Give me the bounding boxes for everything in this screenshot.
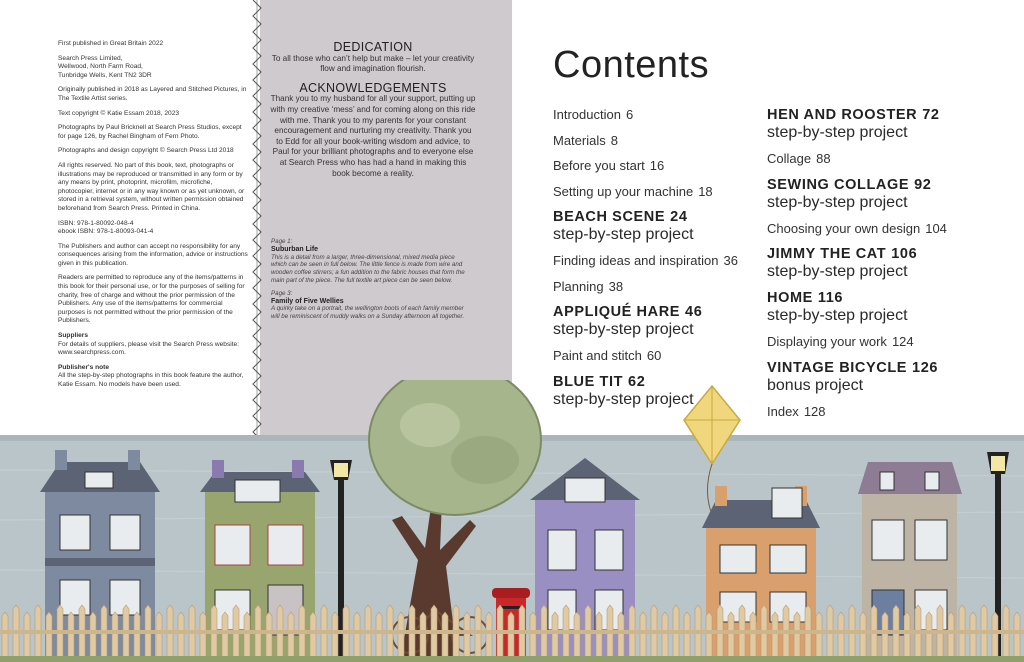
fence-picket [882, 612, 888, 662]
suppliers-text: For details of suppliers, please visit the Search Press website: www.searchpress.com. [58, 340, 240, 357]
originally-published: Originally published in 2018 as Layered and Stitched Pictures, in The Textile Artist series. [58, 86, 247, 102]
fence-picket [90, 612, 96, 662]
fence-picket [420, 612, 426, 662]
toc-subtitle: step-by-step project [553, 226, 694, 243]
toc-project-entry [767, 176, 947, 220]
toc-label: Paint and stitch [553, 348, 642, 363]
toc-label: SEWING COLLAGE [767, 176, 910, 193]
dedication-heading: DEDICATION [333, 40, 413, 54]
toc-subtitle: step-by-step project [553, 390, 694, 408]
toc-label: Before you start [553, 158, 645, 173]
fence-picket [464, 612, 470, 662]
publisher-address [58, 55, 248, 81]
toc-entry [767, 220, 947, 246]
dedication-text: To all those who can’t help but make – let your creativity flow and imagination flourish. [271, 53, 475, 74]
copyright-column [58, 40, 248, 396]
fence-picket [596, 612, 602, 662]
toc-project-entry [767, 289, 947, 333]
acknowledgements-heading: ACKNOWLEDGEMENTS [299, 80, 447, 95]
toc-project-title [767, 245, 947, 263]
rights-reserved: All rights reserved. No part of this book, text, photographs or illustrations may be reproduced or transmitted in any form or by any means by print, photoprint, microfilm, microfiche, photocopier, internet or in any way known or as yet unknown, or stored in a retrieval system, without written permission obtained beforehand from Search Press. Printed in China. [58, 161, 245, 212]
fence-picket [68, 612, 74, 662]
toc-project-entry [767, 359, 947, 403]
toc-page-number: 124 [891, 334, 914, 349]
toc-subtitle: step-by-step project [767, 124, 908, 141]
toc-page-number: 128 [803, 403, 826, 419]
toc-page-number: 24 [670, 209, 688, 225]
fence-picket [684, 612, 690, 662]
toc-page-number: 18 [698, 183, 713, 199]
toc-project-entry [553, 303, 738, 347]
ebook-isbn: ebook ISBN: 978-1-80093-041-4 [58, 228, 154, 236]
fence-picket [222, 612, 228, 662]
caption-page: Page 3: [271, 289, 293, 297]
address-line: Wellwood, North Farm Road, [58, 63, 143, 71]
toc-entry [553, 183, 738, 209]
toc-label: Materials [553, 132, 606, 148]
fence-picket [332, 612, 338, 662]
toc-subtitle: step-by-step project [767, 307, 908, 324]
toc-label: Setting up your machine [553, 183, 694, 199]
publishers-note-heading: Publisher's note [58, 363, 110, 371]
grass-strip [0, 656, 1024, 662]
toc-page-number: 92 [914, 176, 932, 193]
toc-project-title [553, 208, 738, 226]
fence-picket [552, 612, 558, 662]
toc-project-entry [767, 106, 947, 150]
fence-picket [970, 612, 976, 662]
toc-label: Finding ideas and inspiration [553, 253, 719, 268]
acknowledgements-text: Thank you to my husband for all your support, putting up with my creative ‘mess’ and for coming along on this ride with me. Thank you to my parents for your constant encouragement and nurturing my creativity. Thank you to Edd for all your book-writing wisdom and advice, to Paul for your brilliant photographs and to everyone else at Search Press who has had a hand in making this book become a reality. [270, 94, 476, 178]
fence-picket [706, 612, 712, 662]
toc-page-number: 8 [610, 132, 618, 148]
fence-picket [948, 612, 954, 662]
toc-label: BEACH SCENE [553, 209, 666, 225]
address-line: Search Press Limited, [58, 54, 123, 62]
fence-picket [640, 612, 646, 662]
address-line: Tunbridge Wells, Kent TN2 3DR [58, 71, 152, 79]
toc-page-number: 104 [925, 220, 947, 236]
fence-picket [838, 612, 844, 662]
toc-page-number: 106 [891, 246, 918, 262]
fence-picket [46, 612, 52, 662]
fence-picket [486, 612, 492, 662]
photo-design-copyright: Photographs and design copyright © Search Press Ltd 2018 [58, 147, 234, 155]
fence-picket [442, 612, 448, 662]
first-published: First published in Great Britain 2022 [58, 40, 164, 47]
fence-picket [134, 612, 140, 662]
toc-entry [553, 106, 738, 132]
suppliers-heading: Suppliers [58, 332, 89, 340]
fence-picket [926, 612, 932, 662]
toc-page-number: 88 [816, 151, 831, 166]
fence-picket [574, 612, 580, 662]
toc-project-title [553, 373, 738, 391]
fence-picket [2, 612, 8, 662]
fence-picket [178, 612, 184, 662]
toc-page-number: 62 [628, 373, 646, 390]
fence-picket [156, 612, 162, 662]
permission-notice: Readers are permitted to reproduce any of the items/patterns in this book for their personal use, or for the purposes of selling for charity, free of charge and without the prior permission of the Publishers. Any use of the items/patterns for commercial purposes is not permitted without the prior permission of the Publishers. [58, 274, 245, 325]
toc-entry [767, 403, 947, 429]
isbn-block [58, 220, 248, 237]
dedication-block [270, 42, 476, 179]
fence-picket [112, 612, 118, 662]
toc-subtitle: step-by-step project [553, 321, 694, 338]
toc-subtitle: bonus project [767, 376, 864, 394]
toc-project-title [767, 106, 947, 124]
toc-project-title [767, 359, 947, 377]
isbn: ISBN: 978-1-80092-048-4 [58, 219, 134, 227]
zigzag-stitch-border [252, 0, 262, 440]
fence-picket [772, 612, 778, 662]
toc-project-entry [553, 373, 738, 417]
contents-column-left [553, 106, 738, 417]
toc-label: VINTAGE BICYCLE [767, 359, 908, 376]
toc-label: Displaying your work [767, 334, 887, 349]
contents-title: Contents [553, 44, 710, 86]
caption-text: A quirky take on a portrait, the wellington boots of each family member will be reminiscent of muddy walks on a Sunday afternoon all together. [271, 305, 465, 321]
toc-page-number: 126 [912, 359, 939, 376]
caption-title: Family of Five Wellies [271, 297, 344, 305]
fence-picket [860, 612, 866, 662]
fence-picket [1014, 612, 1020, 662]
fence-picket [24, 612, 30, 662]
picture-captions [271, 238, 471, 326]
toc-entry [767, 333, 947, 359]
toc-page-number: 6 [625, 107, 634, 122]
toc-project-title [553, 303, 738, 321]
fence-picket [310, 612, 316, 662]
fence-picket [200, 612, 206, 662]
toc-label: BLUE TIT [553, 373, 624, 390]
toc-entry [553, 252, 738, 278]
fence-picket [662, 612, 668, 662]
fence-picket [816, 612, 822, 662]
fence-picket [376, 612, 382, 662]
contents-column-right [767, 106, 947, 428]
toc-entry [553, 278, 738, 304]
fence-picket [288, 612, 294, 662]
fence-picket [992, 612, 998, 662]
toc-label: HEN AND ROOSTER [767, 107, 918, 123]
text-copyright: Text copyright © Katie Essam 2018, 2023 [58, 109, 180, 117]
fence-picket [530, 612, 536, 662]
toc-entry [553, 347, 738, 373]
fence-picket [244, 612, 250, 662]
toc-label: Introduction [553, 107, 621, 122]
toc-label: APPLIQUÉ HARE [553, 304, 681, 320]
toc-page-number: 60 [646, 348, 662, 363]
toc-project-title [767, 289, 947, 307]
fence-picket [794, 612, 800, 662]
toc-page-number: 36 [723, 253, 738, 268]
toc-label: JIMMY THE CAT [767, 246, 887, 262]
toc-label: Planning [553, 278, 604, 294]
toc-subtitle: step-by-step project [767, 263, 908, 280]
toc-entry [553, 157, 738, 183]
toc-page-number: 46 [685, 304, 703, 320]
toc-entry [767, 150, 947, 176]
fence-picket [398, 612, 404, 662]
toc-page-number: 16 [649, 158, 665, 173]
toc-label: Collage [767, 151, 812, 166]
toc-label: Choosing your own design [767, 220, 921, 236]
caption-page: Page 1: [271, 238, 293, 245]
fence-picket [618, 612, 624, 662]
toc-page-number: 116 [817, 290, 844, 306]
publishers-note-text: All the step-by-step photographs in this book feature the author, Katie Essam. No models have been used. [58, 372, 244, 388]
toc-page-number: 72 [922, 107, 940, 123]
toc-project-entry [767, 245, 947, 289]
toc-page-number: 38 [608, 278, 624, 294]
fence-picket [354, 612, 360, 662]
toc-project-entry [553, 208, 738, 252]
fence-picket [904, 612, 910, 662]
fence-picket [508, 612, 514, 662]
toc-project-title [767, 176, 947, 194]
caption-text: This is a detail from a larger, three-dimensional, mixed media piece which can be seen in full below. The little fence is made from wire and wooden coffee stirrers; a fun addition to the fabric houses that form the main part of the piece. The full textile art piece can be seen below. [271, 253, 465, 284]
toc-label: HOME [767, 290, 813, 306]
responsibility-notice: The Publishers and author can accept no responsibility for any consequences arising from the information, advice or instructions given in this publication. [58, 242, 248, 267]
fence-picket [266, 612, 272, 662]
toc-entry [553, 132, 738, 158]
fence-picket [750, 612, 756, 662]
toc-subtitle: step-by-step project [767, 193, 908, 211]
toc-label: Index [767, 403, 799, 419]
fence-rail [0, 630, 1024, 634]
photographs-credit: Photographs by Paul Bricknell at Search Press Studios, except for page 126, by Rachel Bingham of Fern Photo. [58, 124, 242, 140]
caption-title: Suburban Life [271, 245, 319, 253]
fence-picket [728, 612, 734, 662]
